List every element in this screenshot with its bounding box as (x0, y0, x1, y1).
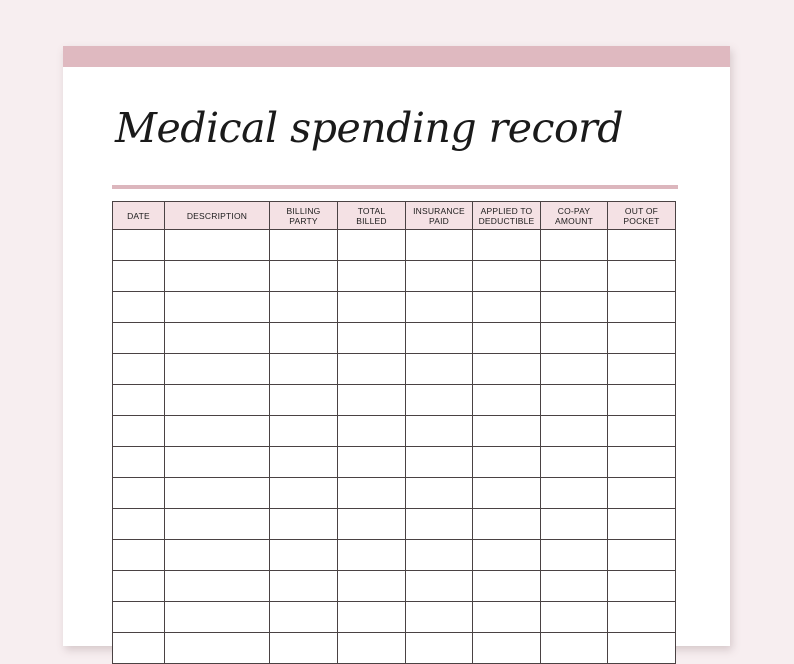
table-cell[interactable] (338, 633, 406, 664)
column-header-line: BILLED (356, 215, 387, 226)
table-cell[interactable] (473, 385, 541, 416)
table-cell[interactable] (406, 633, 473, 664)
table-cell[interactable] (113, 230, 165, 261)
table-cell[interactable] (338, 509, 406, 540)
table-cell[interactable] (270, 323, 338, 354)
top-accent-band (63, 46, 730, 67)
table-cell[interactable] (541, 385, 608, 416)
table-row (113, 633, 676, 664)
table-cell[interactable] (473, 540, 541, 571)
table-row (113, 354, 676, 385)
table-cell[interactable] (473, 230, 541, 261)
column-header-out-of-pocket (608, 202, 676, 230)
table-cell[interactable] (270, 509, 338, 540)
table-cell[interactable] (113, 261, 165, 292)
table-row (113, 385, 676, 416)
table-row (113, 447, 676, 478)
page-title: Medical spending record (115, 104, 624, 152)
column-header-date (113, 202, 165, 230)
table-cell[interactable] (473, 509, 541, 540)
table-cell[interactable] (113, 478, 165, 509)
table-cell[interactable] (270, 261, 338, 292)
column-header-billing-party (270, 202, 338, 230)
table-cell[interactable] (338, 540, 406, 571)
table-cell[interactable] (406, 447, 473, 478)
table-cell[interactable] (165, 571, 270, 602)
table-cell[interactable] (473, 354, 541, 385)
table-cell[interactable] (541, 323, 608, 354)
table-cell[interactable] (113, 571, 165, 602)
table-cell[interactable] (165, 540, 270, 571)
table-cell[interactable] (338, 354, 406, 385)
worksheet-page (63, 46, 730, 646)
column-header-line: INSURANCE (413, 205, 465, 216)
table-header-row (113, 202, 676, 230)
table-cell[interactable] (406, 230, 473, 261)
table-row (113, 571, 676, 602)
table-cell[interactable] (270, 447, 338, 478)
column-header-co-pay-amount (541, 202, 608, 230)
table-cell[interactable] (541, 261, 608, 292)
table-cell[interactable] (608, 540, 676, 571)
table-cell[interactable] (473, 261, 541, 292)
table-cell[interactable] (541, 230, 608, 261)
table-cell[interactable] (165, 323, 270, 354)
table-cell[interactable] (608, 416, 676, 447)
table-cell[interactable] (541, 602, 608, 633)
table-cell[interactable] (270, 230, 338, 261)
table-cell[interactable] (541, 540, 608, 571)
table-cell[interactable] (113, 385, 165, 416)
column-header-line: DESCRIPTION (186, 210, 248, 221)
table-cell[interactable] (608, 230, 676, 261)
table-cell[interactable] (165, 602, 270, 633)
column-header-line: POCKET (623, 215, 660, 226)
table-cell[interactable] (270, 385, 338, 416)
table-cell[interactable] (113, 602, 165, 633)
table-cell[interactable] (406, 478, 473, 509)
table-cell[interactable] (541, 478, 608, 509)
table-cell[interactable] (165, 633, 270, 664)
table-cell[interactable] (165, 478, 270, 509)
table-cell[interactable] (270, 633, 338, 664)
table-cell[interactable] (608, 478, 676, 509)
table-cell[interactable] (338, 261, 406, 292)
table-cell[interactable] (608, 447, 676, 478)
table-cell[interactable] (113, 323, 165, 354)
table-cell[interactable] (406, 540, 473, 571)
table-cell[interactable] (270, 540, 338, 571)
table-cell[interactable] (113, 540, 165, 571)
table-cell[interactable] (541, 633, 608, 664)
table-cell[interactable] (270, 478, 338, 509)
table-cell[interactable] (338, 385, 406, 416)
column-header-description (165, 202, 270, 230)
column-header-line: DATE (127, 210, 150, 221)
column-header-line: APPLIED TO (480, 205, 533, 216)
table-cell[interactable] (113, 354, 165, 385)
table-row (113, 292, 676, 323)
column-header-line: CO-PAY (557, 205, 591, 216)
table-cell[interactable] (406, 385, 473, 416)
table-cell[interactable] (608, 292, 676, 323)
table-cell[interactable] (113, 633, 165, 664)
column-header-line: BILLING (286, 205, 321, 216)
column-header-line: PAID (428, 215, 449, 226)
table-cell[interactable] (541, 571, 608, 602)
table-cell[interactable] (270, 571, 338, 602)
table-row (113, 602, 676, 633)
table-cell[interactable] (541, 292, 608, 323)
column-header-line: PARTY (289, 215, 318, 226)
table-cell[interactable] (406, 602, 473, 633)
table-cell[interactable] (270, 292, 338, 323)
table-cell[interactable] (473, 292, 541, 323)
table-cell[interactable] (608, 385, 676, 416)
table-cell[interactable] (406, 323, 473, 354)
table-cell[interactable] (473, 416, 541, 447)
column-header-line: TOTAL (357, 205, 386, 216)
table-cell[interactable] (270, 354, 338, 385)
table-cell[interactable] (541, 447, 608, 478)
table-cell[interactable] (608, 509, 676, 540)
table-cell[interactable] (406, 509, 473, 540)
column-header-applied-to-deductible (473, 202, 541, 230)
table-cell[interactable] (541, 509, 608, 540)
table-cell[interactable] (113, 292, 165, 323)
table-cell[interactable] (113, 447, 165, 478)
table-row (113, 509, 676, 540)
table-cell[interactable] (473, 571, 541, 602)
table-cell[interactable] (608, 633, 676, 664)
table-row (113, 230, 676, 261)
table-cell[interactable] (270, 416, 338, 447)
table-cell[interactable] (165, 354, 270, 385)
table-cell[interactable] (473, 323, 541, 354)
table-cell[interactable] (473, 633, 541, 664)
table-cell[interactable] (406, 571, 473, 602)
table-cell[interactable] (473, 478, 541, 509)
table-cell[interactable] (608, 323, 676, 354)
table-row (113, 416, 676, 447)
table-cell[interactable] (608, 354, 676, 385)
table-cell[interactable] (113, 416, 165, 447)
table-cell[interactable] (473, 602, 541, 633)
table-cell[interactable] (165, 416, 270, 447)
table-cell[interactable] (165, 509, 270, 540)
table-cell[interactable] (113, 509, 165, 540)
spending-table (112, 201, 676, 664)
table-cell[interactable] (406, 354, 473, 385)
table-cell[interactable] (608, 571, 676, 602)
table-cell[interactable] (338, 230, 406, 261)
column-header-line: DEDUCTIBLE (478, 215, 535, 226)
table-cell[interactable] (541, 354, 608, 385)
table-cell[interactable] (338, 416, 406, 447)
table-cell[interactable] (608, 602, 676, 633)
table-cell[interactable] (541, 416, 608, 447)
table-cell[interactable] (338, 602, 406, 633)
title-divider (112, 185, 678, 189)
table-cell[interactable] (165, 385, 270, 416)
table-row (113, 323, 676, 354)
column-header-line: AMOUNT (554, 215, 594, 226)
table-cell[interactable] (338, 323, 406, 354)
table-cell[interactable] (338, 292, 406, 323)
table-cell[interactable] (165, 261, 270, 292)
table-cell[interactable] (338, 447, 406, 478)
table-cell[interactable] (270, 602, 338, 633)
table-cell[interactable] (165, 230, 270, 261)
table-cell[interactable] (473, 447, 541, 478)
table-cell[interactable] (608, 261, 676, 292)
table-cell[interactable] (406, 416, 473, 447)
column-header-total-billed (338, 202, 406, 230)
column-header-line: OUT OF (624, 205, 659, 216)
column-header-insurance-paid (406, 202, 473, 230)
table-body (113, 230, 676, 664)
table-cell[interactable] (338, 571, 406, 602)
table-row (113, 478, 676, 509)
table-cell[interactable] (406, 292, 473, 323)
table-cell[interactable] (165, 292, 270, 323)
table-cell[interactable] (406, 261, 473, 292)
table-row (113, 540, 676, 571)
table-row (113, 261, 676, 292)
table-cell[interactable] (165, 447, 270, 478)
table-cell[interactable] (338, 478, 406, 509)
